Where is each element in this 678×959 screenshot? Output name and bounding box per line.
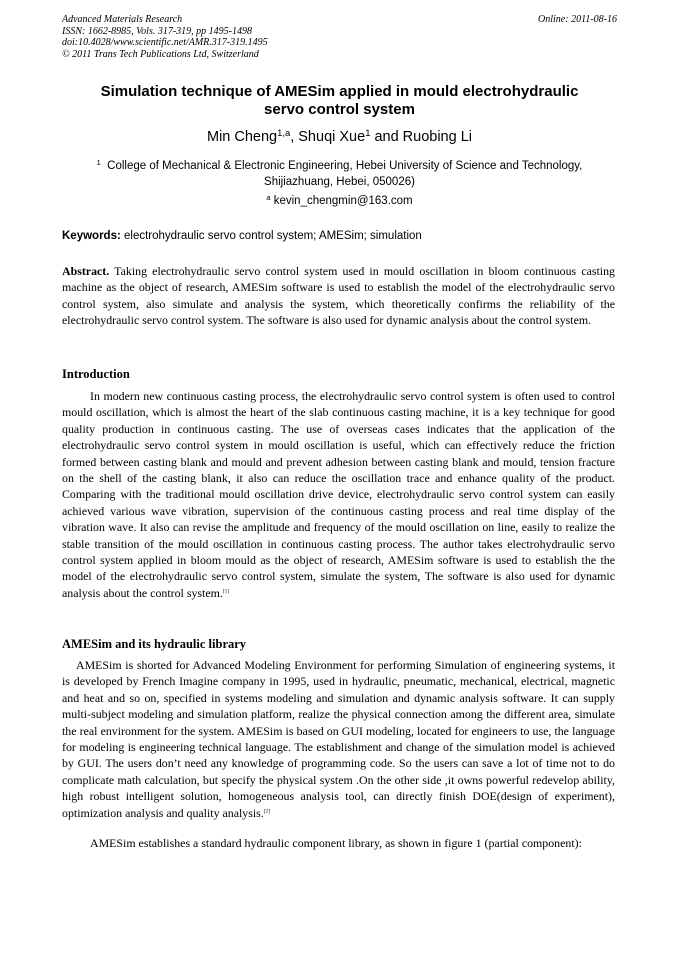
abstract-text: Taking electrohydraulic servo control system used in mould oscillation in bloom continuous casting machine as the object of research, AMESim software is used to establish the model of the electrohydraulic servo control system, also simulate and analysis the system, which theoretically confirms the reliability of the electrohydraulic servo control system. The software is also used for dynamic analysis about the control system. <box>62 264 615 328</box>
introduction-paragraph <box>62 388 615 601</box>
keywords <box>62 229 617 244</box>
doi-line: doi:10.4028/www.scientific.net/AMR.317-319.1495 <box>62 37 268 48</box>
title-line-1: Simulation technique of AMESim applied in mould electrohydraulic <box>100 83 579 100</box>
paper-title <box>62 83 617 119</box>
email-address: kevin_chengmin@163.com <box>273 195 413 207</box>
section-heading-amesim: AMESim and its hydraulic library <box>62 637 247 651</box>
introduction-text: In modern new continuous casting process, the electrohydraulic servo control system is often used to control mould oscillation, which is almost the heart of the slab continuous casting machine, it is a key technique for good quality production in continuous casting. The use of overseas cases indicates that the application of the electrohydraulic servo control system in mould oscillation is useful, which can effectively reduce the friction formed between casting blank and mould and prevent adhesion between casting blank and mould, tension fracture on the shell of the casting blank, it also can reduce the oscillation trace and enhance quality of the product. Comparing with the traditional mould oscillation drive device, electrohydraulic servo control system can easily achieved various wave vibration, supervision of the continuous casting process and real time display of the vibration wave. It also can revise the amplitude and frequency of the mould oscillation on line, easily to realize the stable transition of the mould oscillation in continuous casting process. The author takes electrohydraulic servo control system applied in bloom mould as the object of research, AMESim software is used to establish the the model of the electrohydraulic servo control system, simulate the system, The software is also used for dynamic analysis about the control system. <box>62 389 615 600</box>
affiliation <box>62 158 617 190</box>
online-date: Online: 2011-08-16 <box>538 14 617 25</box>
author-affiliation-marker: 1 <box>365 126 371 138</box>
author-name: Shuqi Xue <box>298 129 366 145</box>
email-marker: a <box>266 192 271 202</box>
journal-header <box>62 14 617 60</box>
author-separator: , <box>290 129 299 145</box>
copyright-line: © 2011 Trans Tech Publications Ltd, Switzerland <box>62 48 259 60</box>
affiliation-marker: 1 <box>96 157 101 167</box>
author-email <box>62 193 617 209</box>
amesim-text-1: AMESim is shorted for Advanced Modeling Environment for performing Simulation of engineering systems, it is developed by French Imagine company in 1995, used in hydraulic, pneumatic, mechanical, electrical, magnetic and heat and so on, specified in systems modeling and simulation and dynamic analysis software. It can supply multi-subject modeling and simulation platform, realize the physical connection among the different area, simulate the real environment for the system. AMESim is based on GUI modeling, located for engineers to use, the language for modeling is engineering technical language. The establishment and change of the simulation model is achieved by GUI. The users don’t need any knowledge of programming code. So the users can save a lot of time not to do complicate math calculation, but specify the physical system .On the other side ,it owns powerful redevelop ability, high robust intelligent solution, homogeneous analysis tool, can directly finish DOE(design of experiment), optimization analysis and quality analysis. <box>62 658 615 820</box>
citation-ref: [2] <box>263 808 271 815</box>
journal-name: Advanced Materials Research <box>62 14 183 25</box>
amesim-paragraph-1 <box>62 657 615 821</box>
citation-ref: [1] <box>222 588 230 595</box>
author-affiliation-marker: 1,a <box>277 126 291 138</box>
amesim-paragraph-2: AMESim establishes a standard hydraulic component library, as shown in figure 1 (partial component): <box>90 836 582 850</box>
author-name: Ruobing Li <box>402 129 472 145</box>
title-line-2: servo control system <box>264 101 415 118</box>
author-name: Min Cheng <box>207 129 278 145</box>
abstract <box>62 263 615 329</box>
issn-line: ISSN: 1662-8985, Vols. 317-319, pp 1495-1498 <box>62 25 252 37</box>
abstract-label: Abstract. <box>62 264 110 278</box>
section-heading-introduction: Introduction <box>62 367 130 381</box>
affiliation-line-1: $^1$ College of Mechanical & Electronic Engineering, Hebei University of Science and Technology, <box>96 157 583 172</box>
affiliation-line-2: Shijiazhuang, Hebei, 050026) <box>264 176 415 188</box>
author-separator: and <box>370 129 403 145</box>
keywords-text: electrohydraulic servo control system; AMESim; simulation <box>120 230 422 242</box>
keywords-label: Keywords: <box>62 230 121 242</box>
author-list <box>62 128 617 146</box>
